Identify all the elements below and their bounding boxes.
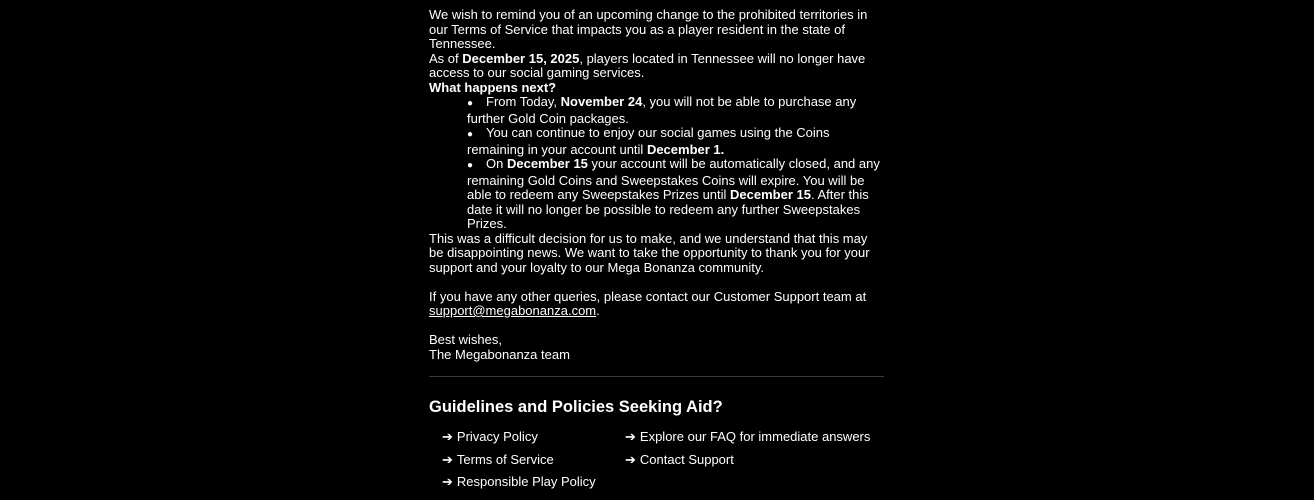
- responsible-play-policy-link[interactable]: [442, 471, 625, 494]
- asof-suffix: , players located in Tennessee will no longer have access to our social gaming services.: [429, 50, 866, 80]
- arrow-right-icon: ➔: [442, 451, 453, 467]
- footer-links: [429, 426, 884, 494]
- bullet-date: December 1.: [646, 141, 725, 157]
- contact-support-link[interactable]: [625, 449, 870, 472]
- arrow-right-icon: ➔: [442, 429, 453, 444]
- footer-links-right: [625, 426, 870, 494]
- link-label: Contact Support: [639, 451, 734, 467]
- bullet-icon: ●: [467, 129, 474, 140]
- bullet-date: December 15: [506, 156, 588, 171]
- arrow-right-icon: ➔: [625, 451, 636, 467]
- bullet-date: December 15: [730, 187, 811, 202]
- bullet-text: . After this date it will no longer be possible to redeem any further Sweepstakes Prizes.: [467, 187, 869, 231]
- divider: [429, 376, 884, 377]
- signature: The Megabonanza team: [429, 346, 570, 362]
- arrow-right-icon: ➔: [442, 474, 453, 489]
- asof-date: December 15, 2025: [462, 50, 580, 66]
- link-label: Terms of Service: [456, 451, 554, 467]
- bullet-text: You can continue to enjoy our social games using the Coins remaining in your account until: [467, 125, 830, 157]
- what-next-list: [429, 95, 884, 232]
- footer-title: Guidelines and Policies Seeking Aid?: [429, 398, 723, 416]
- bullet-icon: ●: [467, 98, 474, 109]
- bullet-text: , you will not be able to purchase any further Gold Coin packages.: [467, 94, 857, 126]
- arrow-right-icon: ➔: [625, 429, 636, 444]
- queries-paragraph: [429, 290, 884, 319]
- link-label: Explore our FAQ for immediate answers: [639, 429, 871, 444]
- queries-period: .: [596, 303, 600, 318]
- list-item: [467, 157, 884, 232]
- bullet-date: November 24: [560, 94, 643, 109]
- asof-paragraph: [429, 52, 884, 81]
- bullet-text: your account will be automatically closed, and any remaining Gold Coins and Sweepstakes Coins will expire. You will be able to redeem any Sweepstakes Prizes until: [467, 156, 880, 202]
- link-label: Responsible Play Policy: [456, 474, 596, 489]
- list-item: [467, 126, 884, 157]
- bullet-icon: ●: [467, 160, 474, 171]
- queries-text: If you have any other queries, please contact our Customer Support team at: [429, 288, 867, 304]
- terms-of-service-link[interactable]: [442, 449, 625, 472]
- privacy-policy-link[interactable]: [442, 426, 625, 449]
- intro-paragraph: We wish to remind you of an upcoming change to the prohibited territories in our Terms of Service that impacts you as a player resident in the state of Tennessee.: [429, 7, 868, 51]
- email-body: [429, 8, 884, 494]
- link-label: Privacy Policy: [456, 429, 538, 444]
- bullet-text: From Today,: [486, 94, 561, 109]
- footer-links-left: [442, 426, 625, 494]
- support-email-link[interactable]: support@megabonanza.com: [429, 303, 597, 318]
- difficult-decision-paragraph: This was a difficult decision for us to make, and we understand that this may be disappointing news. We want to take the opportunity to thank you for your support and your loyalty to our Mega Bonanza community.: [429, 230, 870, 275]
- asof-prefix: As of: [429, 50, 463, 66]
- list-item: [467, 95, 884, 126]
- bullet-text: On: [486, 156, 507, 171]
- faq-link[interactable]: [625, 426, 870, 449]
- signoff: Best wishes,: [429, 332, 502, 347]
- what-next-heading: What happens next?: [429, 79, 557, 95]
